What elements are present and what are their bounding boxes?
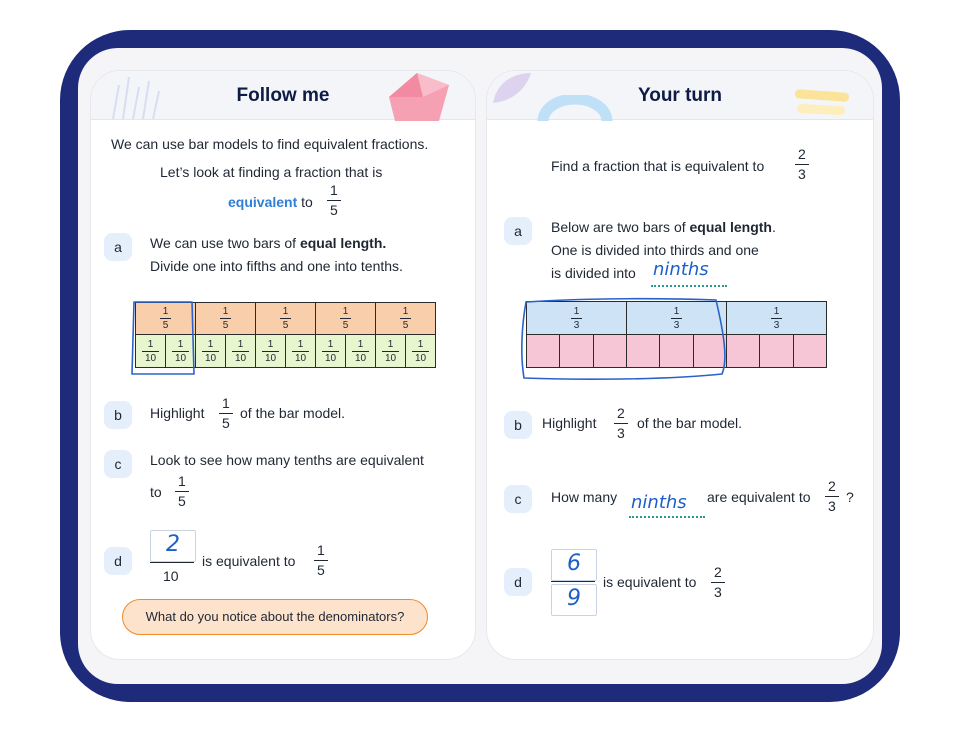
tenth-cell[interactable] xyxy=(255,334,286,368)
step-a-line-3-right: is divided into xyxy=(551,265,636,281)
ninth-cell[interactable] xyxy=(759,334,793,368)
step-a-line-2-right: One is divided into thirds and one xyxy=(551,242,759,258)
step-c-to-left: to xyxy=(150,484,162,500)
third-cell[interactable] xyxy=(726,301,827,335)
step-a-text: We can use two bars of xyxy=(150,235,300,251)
step-a-period: . xyxy=(771,219,776,235)
step-d-text-right: is equivalent to xyxy=(603,574,697,590)
frac-den: 5 xyxy=(222,320,229,331)
bar-cell-fraction xyxy=(322,339,339,364)
answer-box-denominator-right[interactable] xyxy=(551,584,597,616)
left-intro-line-2: Let’s look at finding a fraction that is xyxy=(160,164,383,180)
bar-cell-fraction xyxy=(352,339,369,364)
tenth-cell[interactable] xyxy=(285,334,316,368)
frac-den: 5 xyxy=(162,320,169,331)
bar-cell-fraction xyxy=(382,339,399,364)
frac-den: 10 xyxy=(354,352,367,364)
frac-den: 10 xyxy=(264,352,277,364)
step-c-line-1-left: Look to see how many tenths are equivalent xyxy=(150,452,424,468)
frac-den: 10 xyxy=(324,352,337,364)
fifth-cell[interactable] xyxy=(195,302,256,335)
step-b-post-left: of the bar model. xyxy=(240,405,346,421)
frac-den: 3 xyxy=(714,584,722,600)
step-c-fraction-right xyxy=(825,478,839,515)
equal-length-bold: equal length xyxy=(689,219,772,235)
frac-num: 1 xyxy=(222,395,230,411)
frac-den: 10 xyxy=(414,352,427,364)
answer-denominator-left: 10 xyxy=(163,568,179,584)
frac-num: 1 xyxy=(177,338,184,350)
frac-den: 10 xyxy=(204,352,217,364)
follow-me-title: Follow me xyxy=(236,85,330,106)
handwritten-answer-den-right: 9 xyxy=(567,586,581,611)
frac-num: 1 xyxy=(673,305,680,317)
frac-den: 3 xyxy=(773,319,780,331)
your-turn-title: Your turn xyxy=(637,85,723,106)
left-intro-line-1: We can use bar models to find equivalent fractions. xyxy=(111,136,429,152)
step-b-badge-left: b xyxy=(104,401,132,429)
bar-cell-fraction xyxy=(292,339,309,364)
fifth-cell[interactable] xyxy=(315,302,376,335)
frac-num: 2 xyxy=(617,405,625,421)
frac-num: 1 xyxy=(330,182,338,198)
step-b-badge-right: b xyxy=(504,411,532,439)
frac-num: 1 xyxy=(237,338,244,350)
handwritten-highlight-left xyxy=(126,296,200,380)
frac-num: 1 xyxy=(267,338,274,350)
step-d-badge-right: d xyxy=(504,568,532,596)
step-d-text-left: is equivalent to xyxy=(202,553,296,569)
bar-cell-fraction xyxy=(232,339,249,364)
answer-box-numerator-left[interactable] xyxy=(150,530,196,562)
handwritten-answer-num-right: 6 xyxy=(567,551,581,576)
step-c-fraction-left xyxy=(175,473,189,510)
step-c-text-right: How many xyxy=(551,489,618,505)
fifth-cell[interactable] xyxy=(375,302,436,335)
frac-num: 2 xyxy=(798,146,806,162)
bar-cell-fraction xyxy=(340,306,352,331)
step-b-fraction-left xyxy=(219,395,233,432)
step-a-badge-left: a xyxy=(104,233,132,261)
step-b-post-right: of the bar model. xyxy=(637,415,743,431)
intro-to-word: to xyxy=(301,194,313,210)
left-intro-line-3 xyxy=(228,191,313,214)
tenth-cell[interactable] xyxy=(345,334,376,368)
fifth-cell[interactable] xyxy=(255,302,316,335)
tenth-cell[interactable] xyxy=(405,334,436,368)
handwritten-highlight-right xyxy=(516,294,738,382)
bar-cell-fraction xyxy=(202,339,219,364)
frac-num: 1 xyxy=(417,338,424,350)
step-c-post-right: are equivalent to xyxy=(707,489,811,505)
frac-num: 1 xyxy=(222,306,229,317)
frac-den: 3 xyxy=(673,319,680,331)
frac-num: 1 xyxy=(773,305,780,317)
equal-length-bold: equal length. xyxy=(299,235,387,251)
tenth-cell[interactable] xyxy=(375,334,406,368)
frac-den: 5 xyxy=(330,202,338,218)
frac-num: 1 xyxy=(387,338,394,350)
step-a-line-2-left: Divide one into fifths and one into tenths. xyxy=(150,258,403,274)
equivalent-keyword: equivalent xyxy=(228,194,298,210)
frac-den: 10 xyxy=(144,352,157,364)
frac-den: 10 xyxy=(294,352,307,364)
step-b-fraction-right xyxy=(614,405,628,442)
answer-box-numerator-right[interactable] xyxy=(551,549,597,581)
frac-num: 1 xyxy=(178,473,186,489)
frac-den: 5 xyxy=(317,562,325,578)
frac-den: 10 xyxy=(174,352,187,364)
bar-cell-fraction xyxy=(280,306,292,331)
fraction-bar-line xyxy=(150,562,194,563)
right-intro: Find a fraction that is equivalent to xyxy=(551,158,765,174)
question-mark: ? xyxy=(846,489,854,505)
tenth-cell[interactable] xyxy=(315,334,346,368)
step-a-text: Below are two bars of xyxy=(551,219,690,235)
frac-num: 1 xyxy=(402,306,409,317)
frac-den: 5 xyxy=(282,320,289,331)
frac-num: 1 xyxy=(327,338,334,350)
bar-cell-fraction xyxy=(400,306,412,331)
frac-den: 5 xyxy=(178,493,186,509)
bar-cell-fraction xyxy=(262,339,279,364)
ninth-cell[interactable] xyxy=(793,334,827,368)
blank-underline xyxy=(651,285,727,287)
frac-den: 3 xyxy=(617,425,625,441)
handwritten-ninths-1: ninths xyxy=(653,259,709,280)
frac-num: 1 xyxy=(342,306,349,317)
step-b-text-left: Highlight xyxy=(150,405,205,421)
target-fraction-right xyxy=(795,146,809,183)
step-d-fraction-left xyxy=(314,542,328,579)
frac-num: 1 xyxy=(207,338,214,350)
frac-den: 5 xyxy=(402,320,409,331)
handwritten-answer-left: 2 xyxy=(166,532,180,557)
frac-num: 1 xyxy=(147,338,154,350)
tenth-cell[interactable] xyxy=(225,334,256,368)
bar-cell-fraction xyxy=(771,306,783,331)
step-a-line-1-left xyxy=(150,232,386,255)
frac-num: 1 xyxy=(162,306,169,317)
frac-num: 2 xyxy=(828,478,836,494)
frac-num: 1 xyxy=(297,338,304,350)
frac-num: 1 xyxy=(282,306,289,317)
fraction-bar-line xyxy=(551,581,595,582)
bar-cell-fraction xyxy=(220,306,232,331)
frac-num: 2 xyxy=(714,564,722,580)
frac-den: 10 xyxy=(384,352,397,364)
frac-den: 5 xyxy=(222,415,230,431)
frac-den: 5 xyxy=(342,320,349,331)
step-d-badge-left: d xyxy=(104,547,132,575)
frac-num: 1 xyxy=(357,338,364,350)
frac-num: 1 xyxy=(317,542,325,558)
frac-num: 1 xyxy=(573,305,580,317)
frac-den: 3 xyxy=(798,166,806,182)
step-b-text-right: Highlight xyxy=(542,415,597,431)
frac-den: 10 xyxy=(234,352,247,364)
step-a-badge-right: a xyxy=(504,217,532,245)
blank-underline xyxy=(629,516,705,518)
step-d-fraction-right xyxy=(711,564,725,601)
denominators-prompt: What do you notice about the denominators? xyxy=(122,599,428,635)
step-c-badge-left: c xyxy=(104,450,132,478)
step-a-line-1-right xyxy=(551,216,776,239)
frac-den: 3 xyxy=(828,498,836,514)
step-c-badge-right: c xyxy=(504,485,532,513)
handwritten-ninths-2: ninths xyxy=(631,492,687,513)
target-fraction-left xyxy=(327,182,341,219)
bar-cell-fraction xyxy=(412,339,429,364)
frac-den: 3 xyxy=(573,319,580,331)
